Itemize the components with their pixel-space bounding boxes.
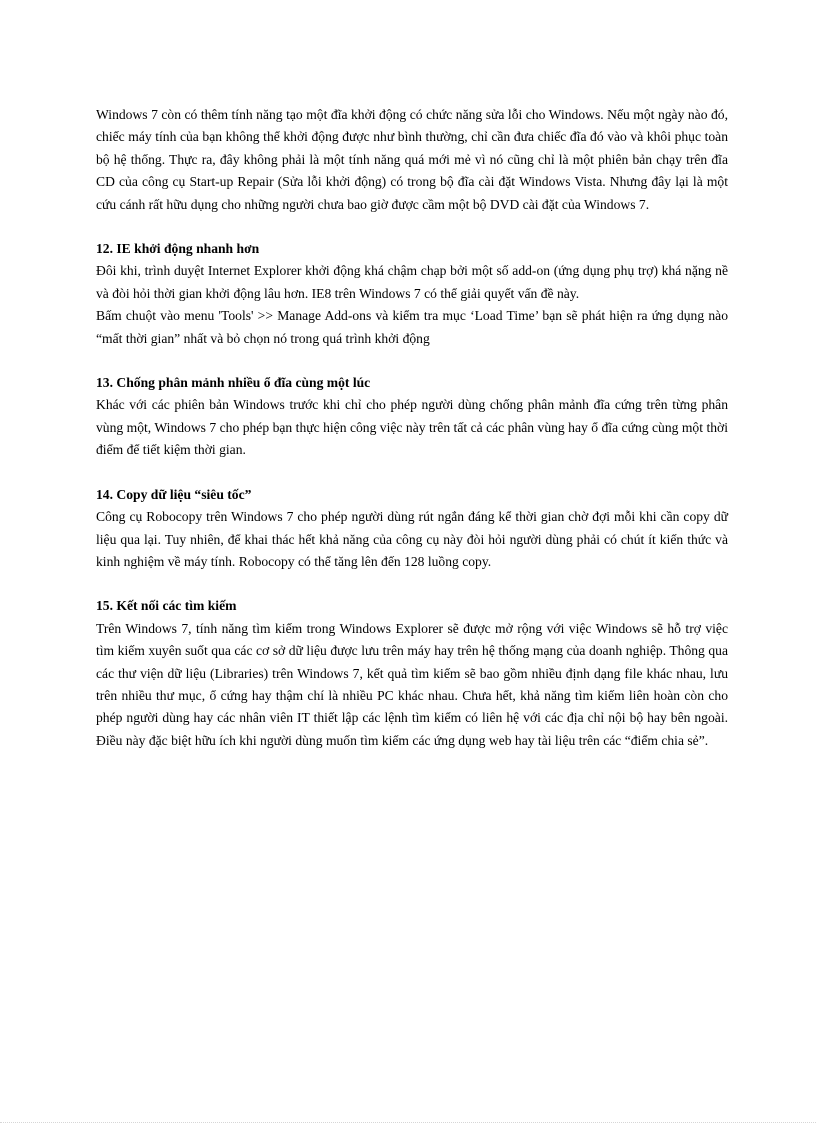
section-paragraph: Công cụ Robocopy trên Windows 7 cho phép người dùng rút ngắn đáng kể thời gian chờ đợi mỗi khi cần copy dữ liệu qua lại. Tuy nhiên, để khai thác hết khả năng của công cụ này đòi hỏi người dùng phải có chút ít kiến thức và kinh nghiệm về máy tính. Robocopy có thể tăng lên đến 128 luồng copy. [96, 509, 728, 569]
section-ie-startup [96, 238, 728, 350]
section-heading: 12. IE khởi động nhanh hơn [96, 241, 260, 257]
section-paragraph: Trên Windows 7, tính năng tìm kiếm trong Windows Explorer sẽ được mở rộng với việc Windows sẽ hỗ trợ việc tìm kiếm xuyên suốt qua các cơ sở dữ liệu được lưu trên máy hay trên hệ thống mạng của doanh nghiệp. Thông qua các thư viện dữ liệu (Libraries) trên Windows 7, kết quả tìm kiếm sẽ bao gồm nhiều định dạng file khác nhau, lưu trên nhiều thư mục, ổ cứng hay thậm chí là nhiều PC khác nhau. Chưa hết, khả năng tìm kiếm liên hoàn còn cho phép người dùng hay các nhân viên IT thiết lập các lệnh tìm kiếm có liên hệ với các địa chỉ nội bộ hay bên ngoài. Điều này đặc biệt hữu ích khi người dùng muốn tìm kiếm các ứng dụng web hay tài liệu trên các “điểm chia sẻ”. [96, 620, 728, 748]
section-heading: 13. Chống phân mảnh nhiều ổ đĩa cùng một lúc [96, 375, 371, 391]
section-defragment [96, 372, 728, 462]
section-federated-search [96, 595, 728, 752]
section-robocopy [96, 484, 728, 574]
intro-paragraph: Windows 7 còn có thêm tính năng tạo một đĩa khởi động có chức năng sửa lỗi cho Windows. Nếu một ngày nào đó, chiếc máy tính của bạn không thể khởi động được như bình thường, chỉ cần đưa chiếc đĩa đó vào và khôi phục toàn bộ hệ thống. Thực ra, đây không phải là một tính năng quá mới mẻ vì nó cũng chỉ là một phiên bản chạy trên đĩa CD của công cụ Start-up Repair (Sửa lỗi khởi động) có trong bộ đĩa cài đặt Windows Vista. Nhưng đây lại là một cứu cánh rất hữu dụng cho những người chưa bao giờ được cầm một bộ DVD cài đặt của Windows 7. [96, 107, 728, 212]
section-paragraph: Khác với các phiên bản Windows trước khi chỉ cho phép người dùng chống phân mảnh đĩa cứng trên từng phân vùng một, Windows 7 cho phép bạn thực hiện công việc này trên tất cả các phân vùng hay ổ đĩa cứng cùng một thời điểm để tiết kiệm thời gian. [96, 397, 728, 458]
section-heading: 15. Kết nối các tìm kiếm [96, 598, 237, 614]
section-heading: 14. Copy dữ liệu “siêu tốc” [96, 486, 252, 502]
section-paragraph: Bấm chuột vào menu 'Tools' >> Manage Add-ons và kiểm tra mục ‘Load Time’ bạn sẽ phát hiện ra ứng dụng nào “mất thời gian” nhất và bỏ chọn nó trong quá trình khởi động [96, 308, 728, 346]
section-paragraph: Đôi khi, trình duyệt Internet Explorer khởi động khá chậm chạp bởi một số add-on (ứng dụng phụ trợ) khá nặng nề và đòi hỏi thời gian khởi động lâu hơn. IE8 trên Windows 7 có thể giải quyết vấn đề này. [96, 263, 728, 301]
document-body [96, 104, 728, 752]
